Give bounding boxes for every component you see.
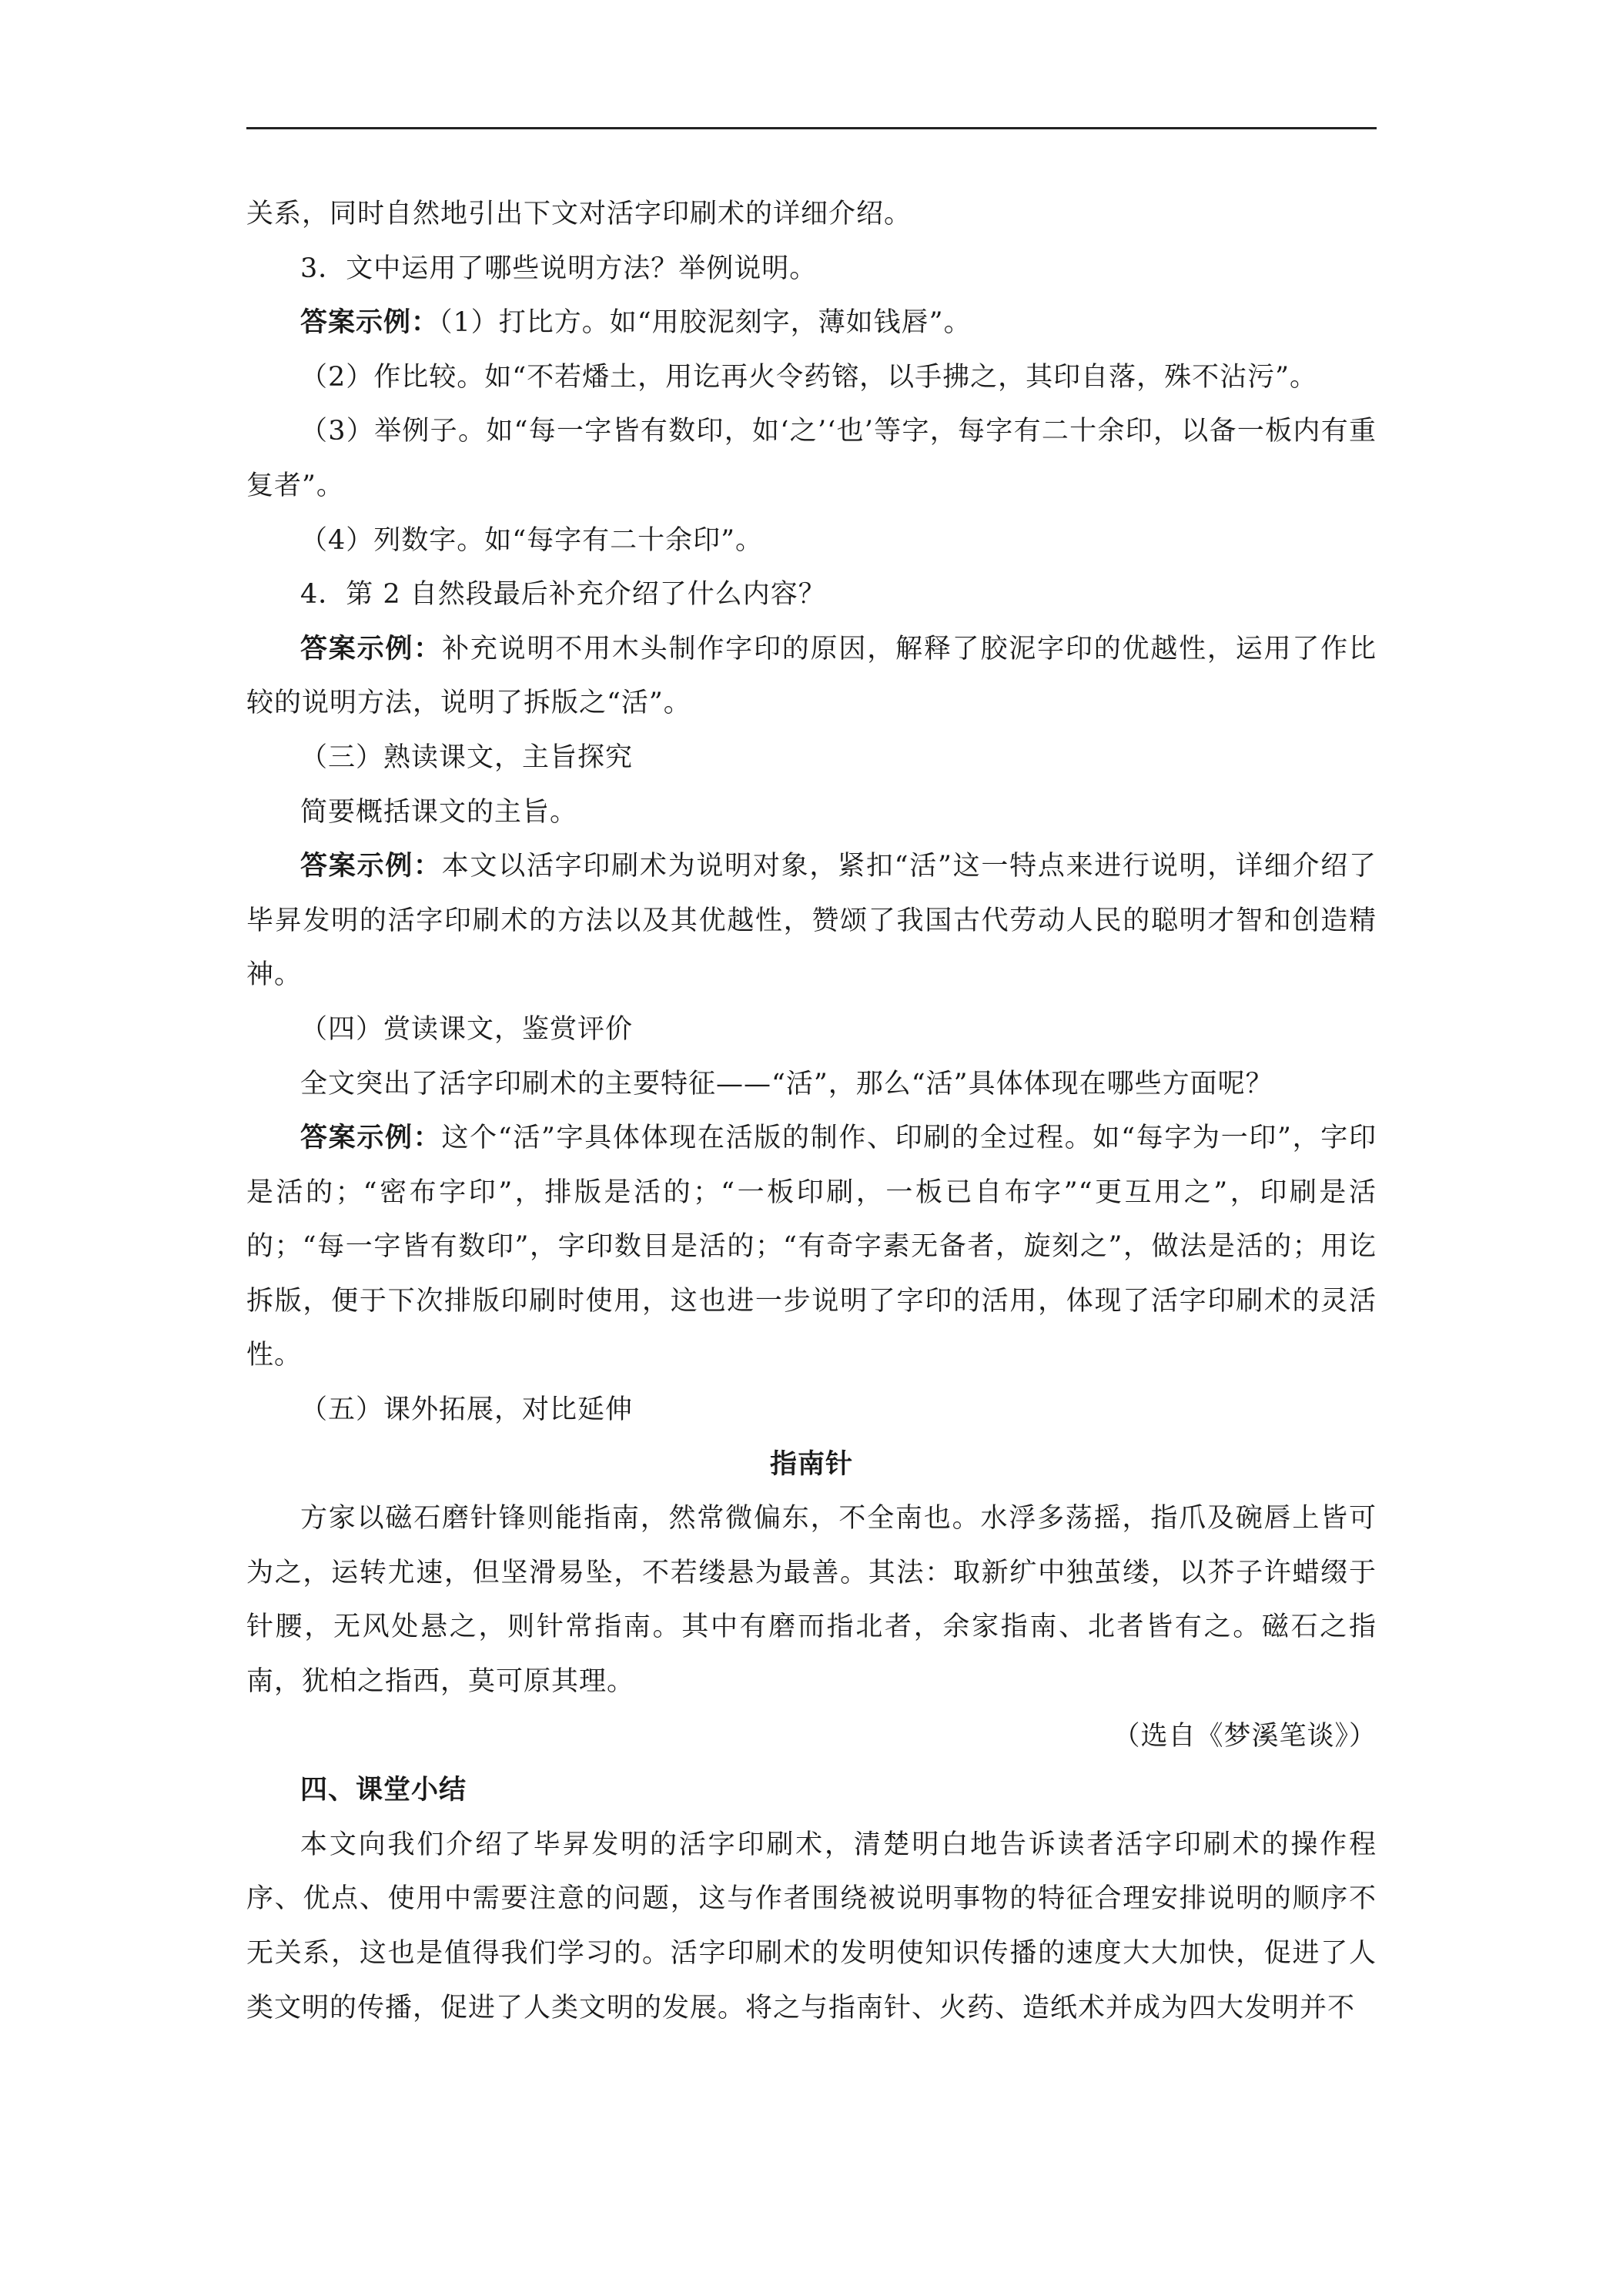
section-5-heading: （五）课外拓展，对比延伸 — [300, 1394, 634, 1426]
section-3-heading: （三）熟读课文，主旨探究 — [300, 741, 634, 773]
answer-label: 答案示例： — [300, 1123, 442, 1154]
answer-3 — [246, 296, 1377, 350]
page-body — [246, 187, 1377, 2035]
header-rule — [246, 127, 1377, 129]
passage-text: 方家以磁石磨针锋则能指南，然常微偏东，不全南也。水浮多荡摇，指爪及碗唇上皆可为之，运转尤速，但坚滑易坠，不若缕悬为最善。其法：取新纩中独茧缕，以芥子许蜡缀于针腰，无风处悬之，则针常指南。其中有磨而指北者，余家指南、北者皆有之。磁石之指南，犹柏之指西，莫可原其理。 — [246, 1503, 1377, 1698]
passage-title: 指南针 — [769, 1448, 853, 1480]
section-3-answer-text: 本文以活字印刷术为说明对象，紧扣“活”这一特点来进行说明，详细介绍了毕昇发明的活字印刷术的方法以及其优越性，赞颂了我国古代劳动人民的聪明才智和创造精神。 — [246, 851, 1377, 991]
question-3: 3．文中运用了哪些说明方法？举例说明。 — [300, 253, 818, 284]
answer-label: 答案示例： — [300, 851, 442, 882]
answer-3-item-3: （3）举例子。如“每一字皆有数印，如‘之’‘也’等字，每字有二十余印，以备一板内有重复者”。 — [246, 416, 1377, 501]
section-3-answer — [246, 839, 1377, 1002]
summary-heading: 四、课堂小结 — [300, 1775, 467, 1806]
answer-label: 答案示例： — [300, 307, 440, 339]
answer-3-item-2: （2）作比较。如“不若燔土，用讫再火令药镕，以手拂之，其印自落，殊不沾污”。 — [300, 361, 1318, 393]
section-4-question: 全文突出了活字印刷术的主要特征——“活”，那么“活”具体体现在哪些方面呢？ — [300, 1068, 1273, 1099]
section-4-heading: （四）赏读课文，鉴赏评价 — [300, 1013, 634, 1045]
answer-4-text: 补充说明不用木头制作字印的原因，解释了胶泥字印的优越性，运用了作比较的说明方法，说明了拆版之“活”。 — [246, 633, 1377, 719]
answer-3-item-1: （1）打比方。如“用胶泥刻字，薄如钱唇”。 — [439, 307, 972, 339]
passage-source: （选自《梦溪笔谈》） — [1113, 1720, 1377, 1752]
question-4: 4．第 2 自然段最后补充介绍了什么内容？ — [300, 579, 826, 611]
answer-4 — [246, 622, 1377, 731]
answer-3-item-4: （4）列数字。如“每字有二十余印”。 — [300, 524, 764, 556]
section-4-answer — [246, 1111, 1377, 1383]
answer-label: 答案示例： — [300, 633, 443, 664]
summary-text: 本文向我们介绍了毕昇发明的活字印刷术，清楚明白地告诉读者活字印刷术的操作程序、优点、使用中需要注意的问题，这与作者围绕被说明事物的特征合理安排说明的顺序不无关系，这也是值得我们学习的。活字印刷术的发明使知识传播的速度大大加快，促进了人类文明的传播，促进了人类文明的发展。将之与指南针、火药、造纸术并成为四大发明并不 — [246, 1829, 1377, 2023]
section-3-question: 简要概括课文的主旨。 — [300, 796, 578, 828]
section-4-answer-text: 这个“活”字具体体现在活版的制作、印刷的全过程。如“每字为一印”，字印是活的；“密布字印”，排版是活的；“一板印刷，一板已自布字”“更互用之”，印刷是活的；“每一字皆有数印”，字印数目是活的；“有奇字素无备者，旋刻之”，做法是活的；用讫拆版，便于下次排版印刷时使用，这也进一步说明了字印的活用，体现了活字印刷术的灵活性。 — [246, 1123, 1377, 1371]
paragraph-continuation: 关系，同时自然地引出下文对活字印刷术的详细介绍。 — [246, 199, 912, 229]
